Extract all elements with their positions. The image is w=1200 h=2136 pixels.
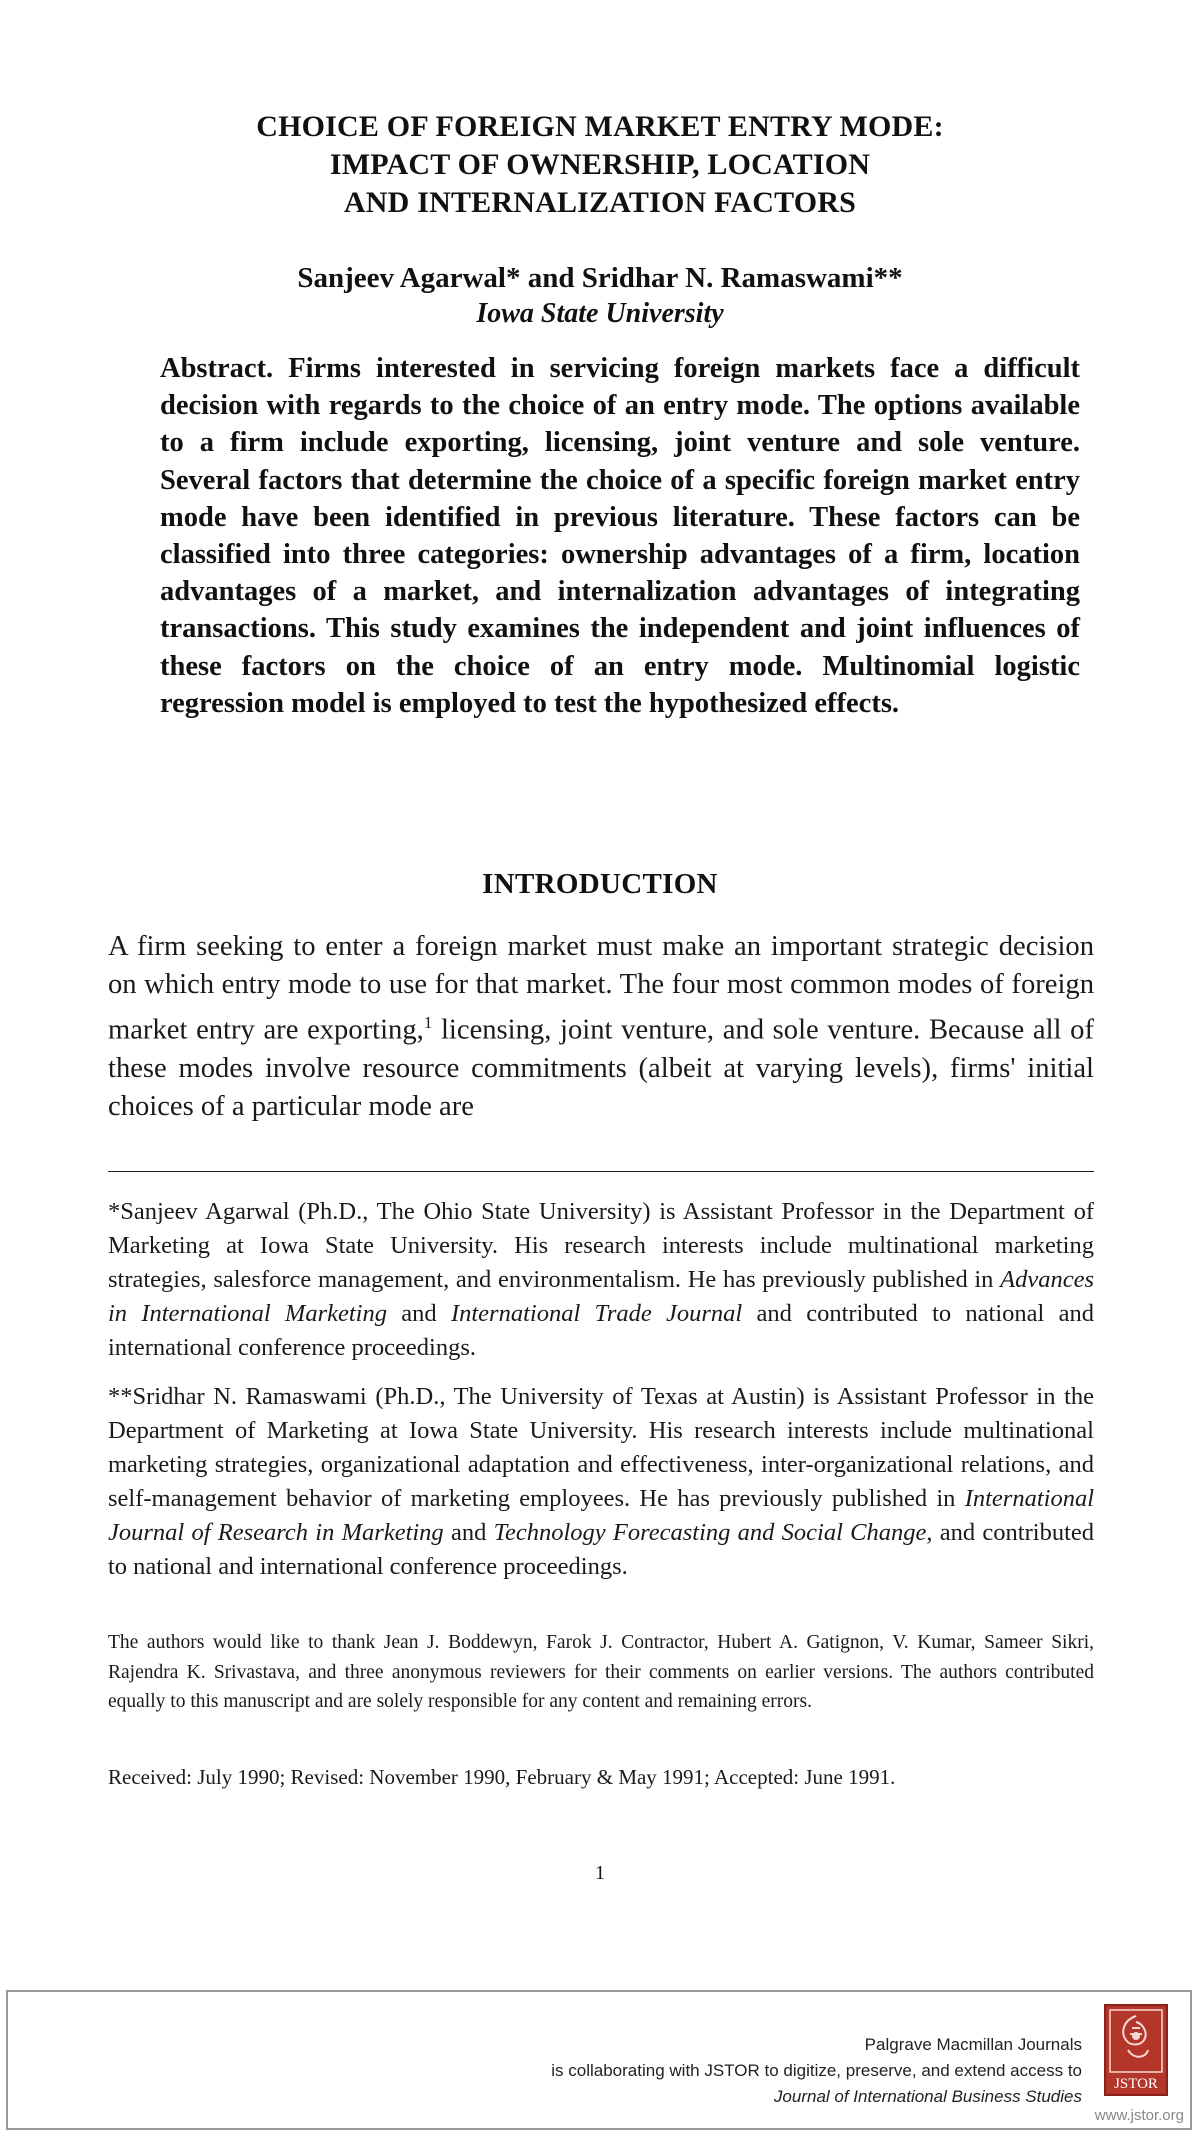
footnote-1-and: and xyxy=(387,1300,451,1327)
footnote-author-2 xyxy=(108,1380,1094,1584)
footnote-divider xyxy=(108,1171,1094,1172)
footnote-1-text-end: and contributed to national and international conference proceedings. xyxy=(108,1300,1095,1361)
title-line-3: AND INTERNALIZATION FACTORS xyxy=(343,186,857,219)
jstor-collab-text: is collaborating with JSTOR to digitize, preserve, and extend access to xyxy=(551,2061,1082,2080)
footnote-2-and: and xyxy=(443,1519,494,1546)
abstract-label: Abstract. xyxy=(160,353,274,384)
jstor-logo-graphic xyxy=(1106,2006,1166,2094)
jstor-logo-icon[interactable] xyxy=(1104,2004,1168,2096)
footnote-1-text: *Sanjeev Agarwal (Ph.D., The Ohio State University) is Assistant Professor in the Department of Marketing at Iowa State University. His research interests include multinational marketing strategies, salesforce management, and environmentalism. He has previously published in xyxy=(108,1198,1094,1293)
jstor-url-link[interactable]: www.jstor.org xyxy=(1094,2107,1184,2124)
page-number: 1 xyxy=(595,1862,605,1884)
acknowledgement-note: The authors would like to thank Jean J. Boddewyn, Farok J. Contractor, Hubert A. Gatignon, V. Kumar, Sameer Sikri, Rajendra K. Srivastava, and three anonymous reviewers for their comments on earlier versions. The authors contributed equally to this manuscript and are solely responsible for any content and remaining errors. xyxy=(108,1632,1094,1712)
intro-text-part1: A firm seeking to enter a foreign market must make an important strategic decision on which entry mode to use for that market. The four most common modes of foreign market entry are exporting, xyxy=(108,931,1094,1046)
footnote-2-text: **Sridhar N. Ramaswami (Ph.D., The University of Texas at Austin) is Assistant Professor in the Department of Marketing at Iowa State University. His research interests include multinational marketing strategies, organizational adaptation and effectiveness, inter-organizational relations, and self-management behavior of marketing employees. He has previously published in xyxy=(108,1383,1094,1512)
footnote-author-1 xyxy=(108,1195,1094,1365)
footnote-1-journal-2: International Trade Journal xyxy=(450,1300,743,1327)
abstract-text: Firms interested in servicing foreign markets face a difficult decision with regards to the choice of an entry mode. The options available to a firm include exporting, licensing, joint venture and sole venture. Several factors that determine the choice of a specific foreign market entry mode have been identified in previous literature. These factors can be classified into three categories: ownership advantages of a firm, location advantages of a market, and internalization advantages of integrating transactions. This study examines the independent and joint influences of these factors on the choice of an entry mode. Multinomial logistic regression model is employed to test the hypothesized effects. xyxy=(160,353,1080,719)
footnote-2-journal-1: International Journal of Research in Marketing xyxy=(108,1485,1094,1546)
footnote-2-journal-2: Technology Forecasting and Social Change xyxy=(493,1519,927,1546)
author-names: Sanjeev Agarwal* and Sridhar N. Ramaswami** xyxy=(297,262,903,294)
footnote-reference-1: 1 xyxy=(423,1013,433,1032)
received-dates: Received: July 1990; Revised: November 1990, February & May 1991; Accepted: June 1991. xyxy=(108,1765,896,1789)
section-heading-introduction: INTRODUCTION xyxy=(482,868,718,900)
intro-text-part2: licensing, joint venture, and sole venture. Because all of these modes involve resource commitments (albeit at varying levels), firms' initial choices of a particular mode are xyxy=(108,1014,1094,1122)
footnote-2-text-end: , and contributed to national and international conference proceedings. xyxy=(108,1519,1095,1580)
author-affiliation: Iowa State University xyxy=(476,298,724,329)
introduction-paragraph xyxy=(108,928,1094,1126)
paper-title xyxy=(110,108,1090,222)
title-line-2: IMPACT OF OWNERSHIP, LOCATION xyxy=(329,148,871,181)
abstract xyxy=(160,350,1080,722)
jstor-publisher: Palgrave Macmillan Journals xyxy=(864,2035,1082,2054)
jstor-journal-name[interactable]: Journal of International Business Studies xyxy=(773,2087,1082,2106)
title-line-1: CHOICE OF FOREIGN MARKET ENTRY MODE: xyxy=(256,110,944,143)
jstor-banner xyxy=(6,1990,1192,2130)
footnote-1-journal-1: Advances in International Marketing xyxy=(108,1266,1094,1327)
jstor-notice xyxy=(551,2032,1082,2110)
jstor-logo-text: JSTOR xyxy=(1114,2076,1158,2092)
